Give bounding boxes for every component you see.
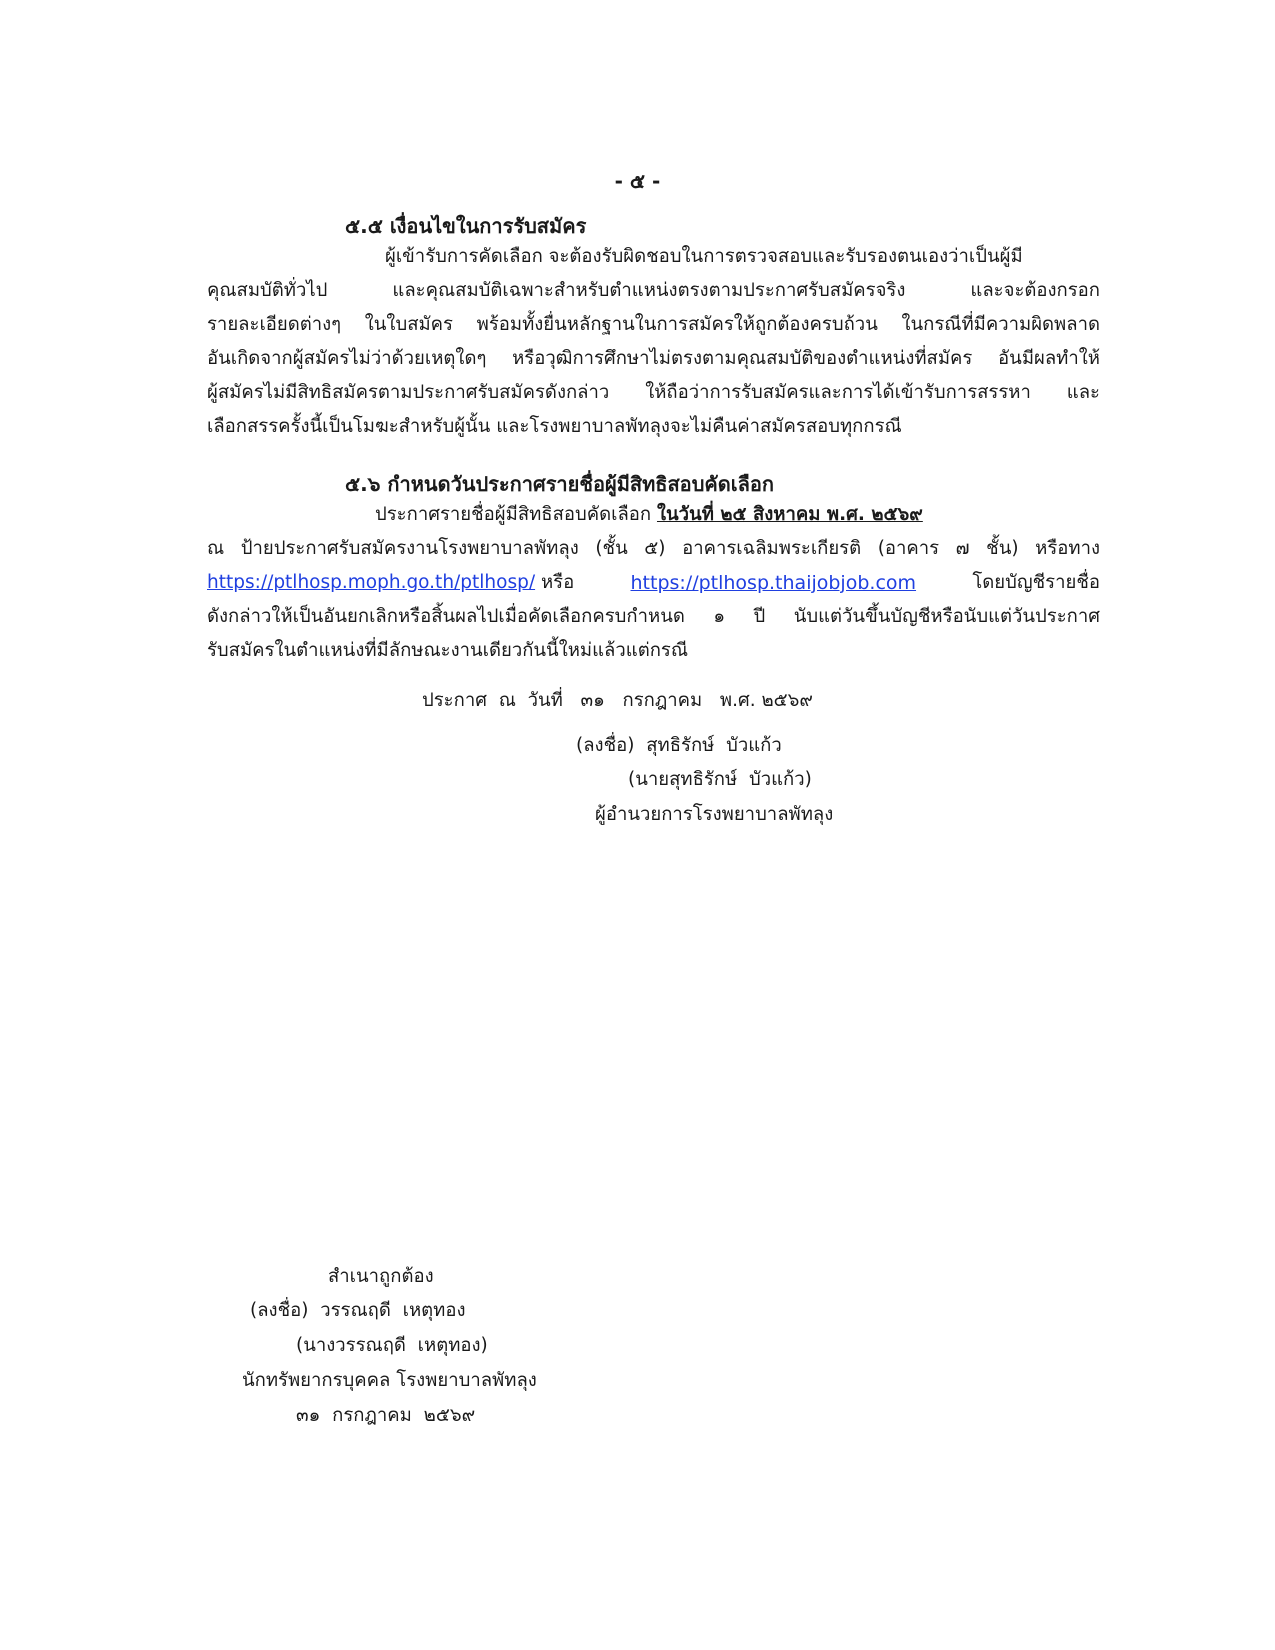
director-name: (นายสุทธิรักษ์ บัวแก้ว) xyxy=(628,769,812,790)
certified-date: ๓๑ กรกฎาคม ๒๕๖๙ xyxy=(296,1405,476,1426)
section-5-5-line-6: เลือกสรรครั้งนี้เป็นโมฆะสำหรับผู้นั้น และโรงพยาบาลพัทลุงจะไม่คืนค่าสมัครสอบทุกกรณี xyxy=(207,416,902,437)
section-5-6-line-2: ณ ป้ายประกาศรับสมัครงานโรงพยาบาลพัทลุง (ชั้น ๕) อาคารเฉลิมพระเกียรติ (อาคาร ๗ ชั้น) หรือทาง xyxy=(207,538,1100,559)
or-word: หรือ xyxy=(540,572,575,593)
section-5-5-line-3: รายละเอียดต่างๆ ในใบสมัคร พร้อมทั้งยื่นหลักฐานในการสมัครให้ถูกต้องครบถ้วน ในกรณีที่มีความผิดพลาด xyxy=(207,314,1100,335)
announcement-list-date: ในวันที่ ๒๕ สิงหาคม พ.ศ. ๒๕๖๙ xyxy=(656,504,923,525)
announcement-list-text: ประกาศรายชื่อผู้มีสิทธิสอบคัดเลือก xyxy=(375,504,657,525)
section-5-6-line-5: รับสมัครในตำแหน่งที่มีลักษณะงานเดียวกันนี้ใหม่แล้วแต่กรณี xyxy=(207,640,689,661)
section-5-6-heading: ๕.๖ กำหนดวันประกาศรายชื่อผู้มีสิทธิสอบคัดเลือก xyxy=(345,472,774,496)
section-5-5-line-4: อันเกิดจากผู้สมัครไม่ว่าด้วยเหตุใดๆ หรือวุฒิการศึกษาไม่ตรงตามคุณสมบัติของตำแหน่งที่สมัคร อันมีผลทำให้ xyxy=(207,348,1100,369)
section-5-5-line-2: คุณสมบัติทั่วไป และคุณสมบัติเฉพาะสำหรับตำแหน่งตรงตามประกาศรับสมัครจริง และจะต้องกรอก xyxy=(207,280,1100,301)
director-signed-line: (ลงชื่อ) สุทธิรักษ์ บัวแก้ว xyxy=(576,735,782,756)
section-5-5-line-1: ผู้เข้ารับการคัดเลือก จะต้องรับผิดชอบในการตรวจสอบและรับรองตนเองว่าเป็นผู้มี xyxy=(385,246,1023,267)
list-names-text: โดยบัญชีรายชื่อ xyxy=(972,572,1100,593)
director-position: ผู้อำนวยการโรงพยาบาลพัทลุง xyxy=(595,804,834,825)
ptlhosp-moph-link[interactable]: https://ptlhosp.moph.go.th/ptlhosp/ xyxy=(207,572,536,593)
announcement-date: ประกาศ ณ วันที่ ๓๑ กรกฎาคม พ.ศ. ๒๕๖๙ xyxy=(422,690,813,711)
certifier-name: (นางวรรณฤดี เหตุทอง) xyxy=(296,1335,488,1356)
section-5-6-line-1 xyxy=(375,506,923,525)
section-5-6-line-4: ดังกล่าวให้เป็นอันยกเลิกหรือสิ้นผลไปเมื่อคัดเลือกครบกำหนด ๑ ปี นับแต่วันขึ้นบัญชีหรือนับแต่วันประกาศ xyxy=(207,606,1100,627)
thaijobjob-link[interactable]: https://ptlhosp.thaijobjob.com xyxy=(630,572,917,594)
section-5-5-line-5: ผู้สมัครไม่มีสิทธิสมัครตามประกาศรับสมัครดังกล่าว ให้ถือว่าการรับสมัครและการได้เข้ารับการสรรหา และ xyxy=(207,382,1100,403)
certified-copy-title: สำเนาถูกต้อง xyxy=(328,1266,434,1287)
section-5-6-line-3 xyxy=(207,574,1100,593)
page-number: - ๕ - xyxy=(614,169,661,193)
section-5-5-heading: ๕.๕ เงื่อนไขในการรับสมัคร xyxy=(345,214,587,238)
certifier-signed-line: (ลงชื่อ) วรรณฤดี เหตุทอง xyxy=(250,1300,466,1321)
certifier-position: นักทรัพยากรบุคคล โรงพยาบาลพัทลุง xyxy=(242,1370,537,1391)
